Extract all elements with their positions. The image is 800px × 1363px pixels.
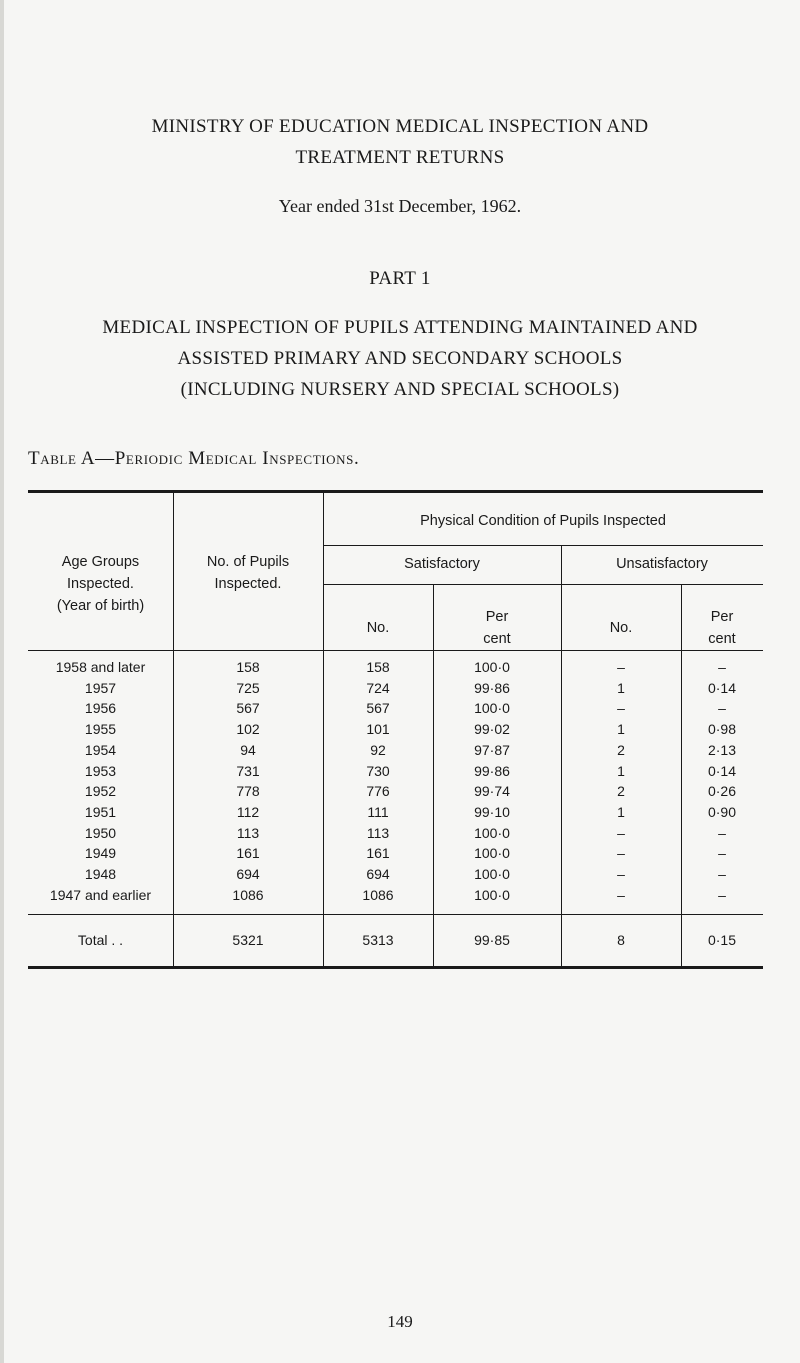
unsat-percent-cell: 2·13 bbox=[707, 741, 737, 758]
age-cell: 1955 bbox=[84, 721, 117, 738]
unsat-percent-cell: 0·98 bbox=[707, 721, 737, 738]
unsat-no-cell: – bbox=[617, 700, 625, 717]
age-cell: 1952 bbox=[84, 783, 117, 800]
sat-cent-label: cent bbox=[483, 631, 511, 647]
title-line-1: MINISTRY OF EDUCATION MEDICAL INSPECTION AND bbox=[151, 116, 649, 137]
unsat-cent-label: cent bbox=[708, 631, 736, 647]
pupils-cell: 567 bbox=[236, 700, 260, 717]
unsat-no-cell: – bbox=[617, 659, 625, 675]
age-cell: 1957 bbox=[84, 679, 117, 696]
unsat-percent-cell: – bbox=[718, 866, 726, 882]
pupils-cell: 112 bbox=[236, 803, 260, 820]
pupils-cell: 778 bbox=[236, 783, 260, 800]
total-top-rule bbox=[28, 914, 763, 915]
sat-percent-cell: 97·87 bbox=[474, 741, 510, 758]
unsat-percent-cell: 0·14 bbox=[707, 762, 737, 779]
age-cell: 1958 and later bbox=[55, 659, 146, 675]
unsat-percent-header bbox=[681, 606, 763, 650]
unsat-no-cell: 1 bbox=[617, 762, 625, 779]
sat-no-cell: 1086 bbox=[362, 886, 394, 903]
part-heading: PART 1 bbox=[369, 268, 431, 289]
section-line-1: MEDICAL INSPECTION OF PUPILS ATTENDING MAINTAINED AND bbox=[102, 317, 698, 338]
sat-percent-cell: 99·86 bbox=[474, 762, 510, 779]
total-label: Total . . bbox=[77, 932, 124, 948]
page-number: 149 bbox=[387, 1312, 413, 1331]
sat-no-header: No. bbox=[366, 620, 390, 636]
pupils-header-l1: No. of Pupils bbox=[206, 554, 290, 570]
age-cell: 1947 and earlier bbox=[49, 886, 152, 903]
sat-percent-cell: 100·0 bbox=[474, 700, 510, 717]
total-sat-no: 5313 bbox=[362, 932, 394, 948]
sat-no-cell: 730 bbox=[366, 762, 390, 779]
unsat-no-cell: 2 bbox=[617, 741, 625, 758]
total-pupils: 5321 bbox=[232, 932, 264, 948]
sat-percent-header bbox=[433, 606, 561, 650]
satisfactory-header: Satisfactory bbox=[404, 556, 480, 572]
sat-percent-cell: 99·10 bbox=[474, 803, 510, 820]
pupils-cell: 158 bbox=[236, 659, 260, 675]
sat-no-cell: 724 bbox=[366, 679, 390, 696]
section-line-3: (INCLUDING NURSERY AND SPECIAL SCHOOLS) bbox=[180, 379, 620, 400]
sat-no-cell: 92 bbox=[370, 741, 386, 758]
age-cell: 1956 bbox=[84, 700, 117, 717]
unsat-no-cell: 2 bbox=[617, 783, 625, 800]
age-cell: 1951 bbox=[84, 803, 117, 820]
unsat-percent-cell: – bbox=[718, 700, 726, 717]
header-bottom-rule bbox=[28, 650, 763, 651]
unsat-percent-cell: – bbox=[718, 845, 726, 862]
age-cell: 1949 bbox=[84, 845, 117, 862]
unsat-no-cell: – bbox=[617, 845, 625, 862]
unsat-percent-cell: 0·14 bbox=[707, 679, 737, 696]
sat-percent-cell: 100·0 bbox=[474, 886, 510, 903]
age-header bbox=[28, 551, 173, 617]
sat-percent-cell: 100·0 bbox=[474, 824, 510, 841]
unsat-per-label: Per bbox=[710, 609, 734, 625]
unsat-percent-cell: – bbox=[718, 659, 726, 675]
sat-percent-cell: 99·74 bbox=[474, 783, 510, 800]
sat-no-cell: 694 bbox=[366, 866, 390, 882]
pupils-cell: 94 bbox=[240, 741, 256, 758]
unsatisfactory-header: Unsatisfactory bbox=[616, 556, 708, 572]
sat-no-cell: 158 bbox=[366, 659, 390, 675]
total-sat-percent: 99·85 bbox=[474, 932, 510, 948]
year-line: Year ended 31st December, 1962. bbox=[278, 196, 522, 216]
sat-percent-cell: 99·86 bbox=[474, 679, 510, 696]
sat-no-cell: 776 bbox=[366, 783, 390, 800]
pupils-cell: 694 bbox=[236, 866, 260, 882]
unsat-no-cell: – bbox=[617, 824, 625, 841]
pupils-cell: 102 bbox=[236, 721, 260, 738]
sat-percent-cell: 100·0 bbox=[474, 866, 510, 882]
unsat-no-header: No. bbox=[609, 620, 633, 636]
sat-no-cell: 161 bbox=[366, 845, 390, 862]
sat-no-cell: 113 bbox=[366, 824, 390, 841]
age-header-l1: Age Groups bbox=[61, 554, 140, 570]
sat-per-label: Per bbox=[485, 609, 509, 625]
unsat-percent-cell: – bbox=[718, 886, 726, 903]
title-line-2: TREATMENT RETURNS bbox=[295, 147, 505, 168]
table-caption: Table A—Periodic Medical Inspections. bbox=[28, 448, 360, 469]
subheader-rule bbox=[323, 584, 763, 585]
pupils-cell: 725 bbox=[236, 679, 260, 696]
age-cell: 1948 bbox=[84, 866, 117, 882]
unsat-percent-cell: 0·90 bbox=[707, 803, 737, 820]
age-cell: 1950 bbox=[84, 824, 117, 841]
unsat-no-cell: – bbox=[617, 886, 625, 903]
section-line-2: ASSISTED PRIMARY AND SECONDARY SCHOOLS bbox=[177, 348, 623, 369]
table-bottom-rule bbox=[28, 966, 763, 969]
age-cell: 1954 bbox=[84, 741, 117, 758]
unsat-no-cell: 1 bbox=[617, 803, 625, 820]
unsat-no-cell: – bbox=[617, 866, 625, 882]
pupils-cell: 113 bbox=[236, 824, 260, 841]
sat-no-cell: 567 bbox=[366, 700, 390, 717]
physical-rule bbox=[323, 545, 763, 546]
total-unsat-no: 8 bbox=[617, 932, 625, 948]
sat-percent-cell: 100·0 bbox=[474, 845, 510, 862]
age-cell: 1953 bbox=[84, 762, 117, 779]
age-header-l3: (Year of birth) bbox=[56, 598, 145, 614]
table-top-rule bbox=[28, 490, 763, 493]
sat-percent-cell: 99·02 bbox=[474, 721, 510, 738]
age-header-l2: Inspected. bbox=[67, 576, 134, 592]
pupils-header bbox=[173, 551, 323, 595]
unsat-percent-cell: 0·26 bbox=[707, 783, 737, 800]
sat-no-cell: 101 bbox=[366, 721, 390, 738]
sat-no-cell: 111 bbox=[367, 803, 389, 820]
sat-percent-cell: 100·0 bbox=[474, 659, 510, 675]
pupils-header-l2: Inspected. bbox=[214, 576, 282, 592]
pupils-cell: 731 bbox=[236, 762, 260, 779]
inspection-table bbox=[28, 0, 763, 1363]
unsat-no-cell: 1 bbox=[617, 679, 625, 696]
physical-header: Physical Condition of Pupils Inspected bbox=[420, 513, 666, 529]
pupils-cell: 161 bbox=[236, 845, 260, 862]
pupils-cell: 1086 bbox=[232, 886, 264, 903]
unsat-no-cell: 1 bbox=[617, 721, 625, 738]
total-unsat-percent: 0·15 bbox=[707, 932, 737, 948]
unsat-percent-cell: – bbox=[718, 824, 726, 841]
